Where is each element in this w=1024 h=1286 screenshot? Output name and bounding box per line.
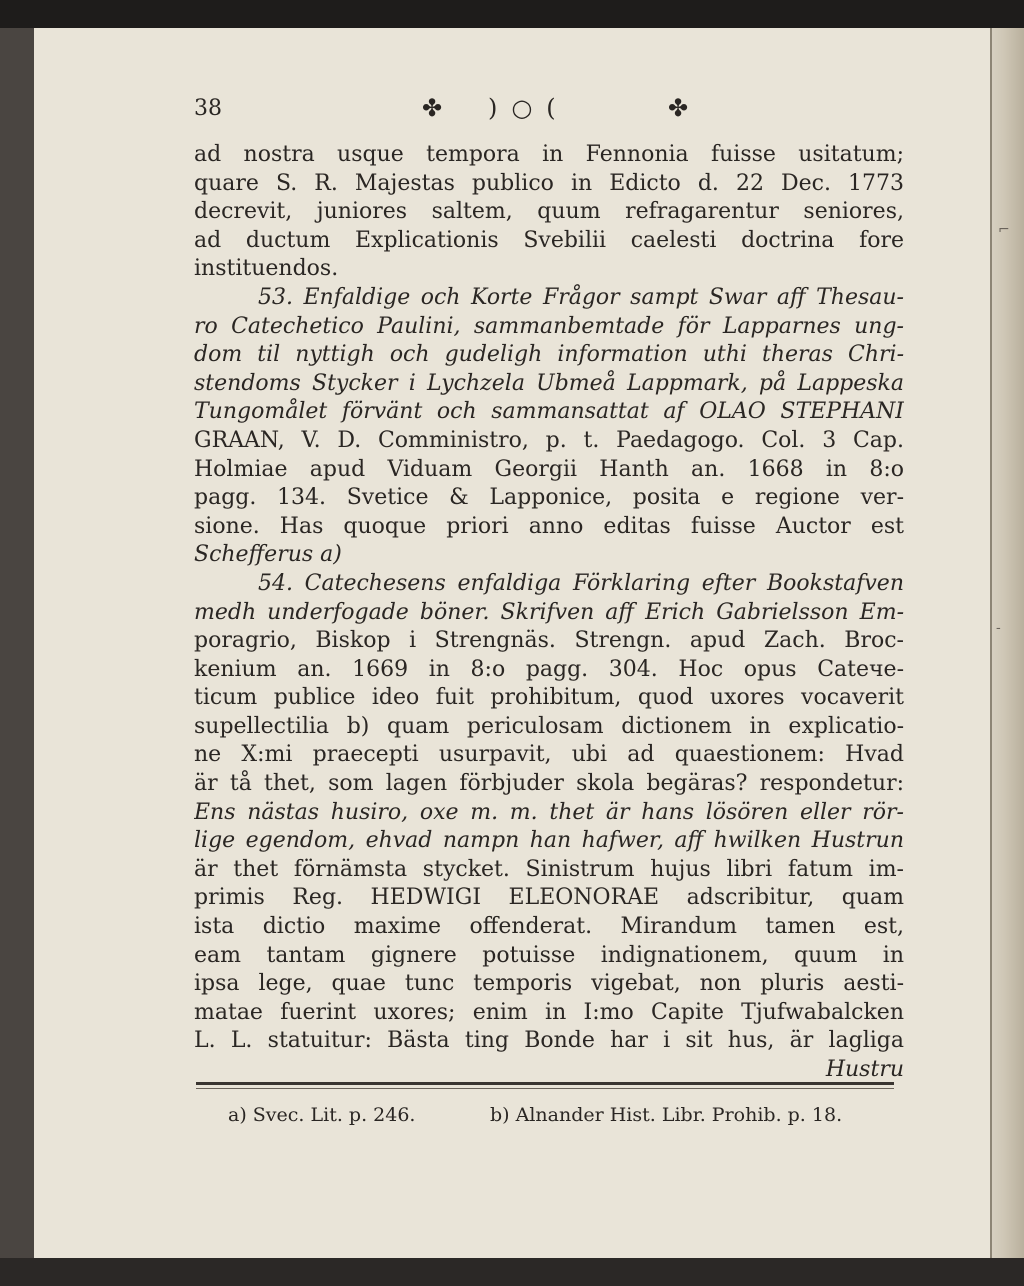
footnote-a: a) Svec. Lit. p. 246. — [228, 1104, 416, 1126]
text-line: GRAAN, V. D. Comministro, p. t. Paedagogo. Col. 3 Cap. — [194, 427, 904, 453]
footnote-rule-thin — [196, 1088, 894, 1089]
text-line: dom til nyttigh och gudeligh information uthi theras Chri- — [194, 342, 904, 368]
text-line: instituendos. — [194, 256, 339, 282]
text-line: ad nostra usque tempora in Fennonia fuisse usitatum; — [194, 142, 904, 167]
text-line: Schefferus a) — [194, 542, 342, 568]
text-line: sione. Has quoque priori anno editas fuisse Auctor est — [194, 513, 904, 539]
running-header — [194, 92, 714, 128]
text-line: kenium an. 1669 in 8:o pagg. 304. Hoc opus Catече- — [194, 656, 904, 682]
text-line: matae fuerint uxores; enim in I:mo Capite Tjufwabalcken — [194, 999, 904, 1025]
text-line: L. L. statuitur: Bästa ting Bonde har i sit hus, är lagliga — [194, 1028, 904, 1054]
text-line: eam tantam gignere potuisse indignationem, quum in — [194, 942, 904, 968]
page-number: 38 — [194, 96, 222, 121]
text-line: quare S. R. Majestas publico in Edicto d. 22 Dec. 1773 — [194, 170, 904, 196]
header-center-ornament: )○( — [488, 94, 570, 122]
text-line: supellectilia b) quam periculosam dictionem in explicatio- — [194, 713, 904, 739]
text-line: Holmiae apud Viduam Georgii Hanth an. 1668 in 8:o — [194, 456, 904, 482]
body-text — [194, 141, 904, 1085]
text-line: decrevit, juniores saltem, quum refragarentur seniores, — [194, 199, 904, 225]
text-line: stendoms Stycker i Lychzela Ubmeå Lappmark, på Lappeska — [194, 370, 904, 396]
fleuron-left-icon: ✤ — [422, 94, 443, 122]
fleuron-right-icon: ✤ — [668, 94, 689, 122]
entry-54-title: 54. Catechesens enfaldiga Förklaring efter Bookstafven — [258, 570, 904, 596]
text-line: ro Catechetico Paulini, sammanbemtade för Lapparnes ung- — [194, 313, 904, 339]
text-line: Tungomålet förvänt och sammansattat af OLAO STEPHANI — [194, 399, 904, 425]
margin-mark: ⌐ — [998, 222, 1010, 238]
margin-mark: ‐ — [996, 620, 1001, 636]
text-line: lige egendom, ehvad nampn han hafwer, aff hwilken Hustrun — [194, 828, 904, 854]
text-line: ne X:mi praecepti usurpavit, ubi ad quaestionem: Hvad — [194, 742, 904, 768]
entry-53-title: 53. Enfaldige och Korte Frågor sampt Swar aff Thesau- — [258, 284, 904, 310]
footnotes — [228, 1104, 908, 1126]
scan-left-border — [0, 28, 34, 1258]
text-line: ticum publice ideo fuit prohibitum, quod uxores vocaverit — [194, 685, 904, 711]
footnote-rule — [196, 1082, 894, 1085]
catchword: Hustru — [825, 1057, 904, 1082]
footnote-b: b) Alnander Hist. Libr. Prohib. p. 18. — [490, 1104, 843, 1126]
scan-top-border — [0, 0, 1024, 28]
scan-bottom-border — [0, 1258, 1024, 1286]
text-line: poragrio, Biskop i Strengnäs. Strengn. apud Zach. Broc- — [194, 628, 904, 654]
text-line: Ens nästas husiro, oxe m. m. thet är hans lösören eller rör- — [194, 799, 904, 825]
text-line: är tå thet, som lagen förbjuder skola begäras? respondetur: — [194, 771, 904, 797]
text-line: ista dictio maxime offenderat. Mirandum tamen est, — [194, 914, 904, 940]
text-line: ipsa lege, quae tunc temporis vigebat, non pluris aesti- — [194, 971, 904, 997]
text-line: är thet förnämsta stycket. Sinistrum hujus libri fatum im- — [194, 856, 904, 882]
text-line: primis Reg. HEDWIGI ELEONORAE adscribitur, quam — [194, 885, 904, 911]
text-line: pagg. 134. Svetice & Lapponice, posita e regione ver- — [194, 485, 904, 511]
text-line: ad ductum Explicationis Svebilii caelesti doctrina fore — [194, 227, 904, 253]
text-line: medh underfogade böner. Skrifven aff Erich Gabrielsson Em- — [194, 599, 904, 625]
facing-page-edge — [990, 28, 1024, 1258]
